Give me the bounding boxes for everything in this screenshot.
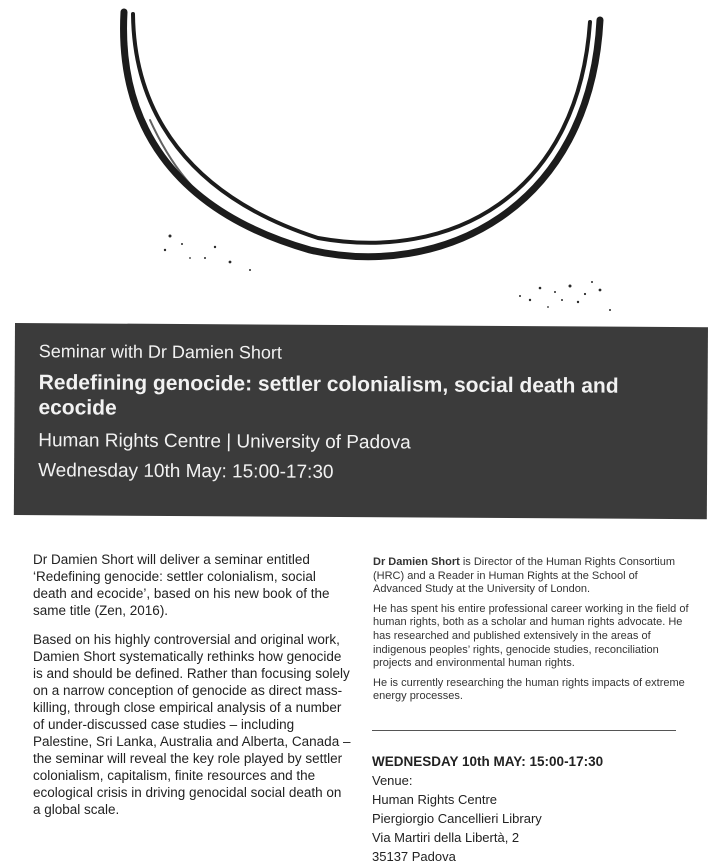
seminar-location: Human Rights Centre | University of Padova — [38, 430, 411, 454]
event-details — [372, 752, 702, 866]
bio-intro-text: is Director of the Human Rights Consortium (HRC) and a Reader in Human Rights at the School of Advanced Study at the University of London. — [373, 556, 675, 596]
abstract-paragraph-1: Dr Damien Short will deliver a seminar entitled ‘Redefining genocide: settler colonialism, social death and ecocide’, based on his new book of the same title (Zen, 2016). — [33, 552, 330, 618]
venue-street: Via Martiri della Libertà, 2 — [372, 830, 520, 845]
seminar-intro: Seminar with Dr Damien Short — [38, 341, 282, 363]
event-date: WEDNESDAY 10th MAY: 15:00-17:30 — [372, 754, 604, 769]
bio-paragraph-2: He has spent his entire professional career working in the field of human rights, both as a scholar and human rights advocate. He has researched and published extensively in the areas of indigenous peoples’ rights, genocide studies, reconciliation projects and environmental human rights. — [373, 602, 689, 670]
venue-city: 35137 Padova — [372, 849, 456, 864]
venue-label: Venue: — [372, 773, 413, 788]
ink-circle-artwork — [0, 0, 724, 330]
venue-library: Piergiorgio Cancellieri Library — [372, 811, 542, 826]
seminar-abstract — [33, 551, 351, 830]
venue-name: Human Rights Centre — [372, 792, 497, 807]
abstract-paragraph-2: Based on his highly controversial and original work, Damien Short systematically rethinks how genocide is and should be defined. Rather than focusing solely on a narrow conception of genocide as direct mass-killing, through close empirical analysis of a number of under-discussed case studies – including Palestine, Sri Lanka, Australia and Alberta, Canada – the seminar will reveal the key role played by settler colonialism, capitalism, finite resources and the ecological crisis in driving genocidal social death on a global scale. — [33, 632, 351, 817]
section-divider — [372, 730, 676, 731]
bio-paragraph-3: He is currently researching the human rights impacts of extreme energy processes. — [373, 676, 685, 703]
seminar-banner — [14, 323, 708, 519]
bio-paragraph-1 — [373, 556, 689, 597]
seminar-date: Wednesday 10th May: 15:00-17:30 — [38, 460, 334, 483]
speaker-name: Dr Damien Short — [373, 556, 460, 568]
speaker-bio — [373, 556, 689, 710]
seminar-title: Redefining genocide: settler colonialism, social death and ecocide — [38, 371, 619, 420]
